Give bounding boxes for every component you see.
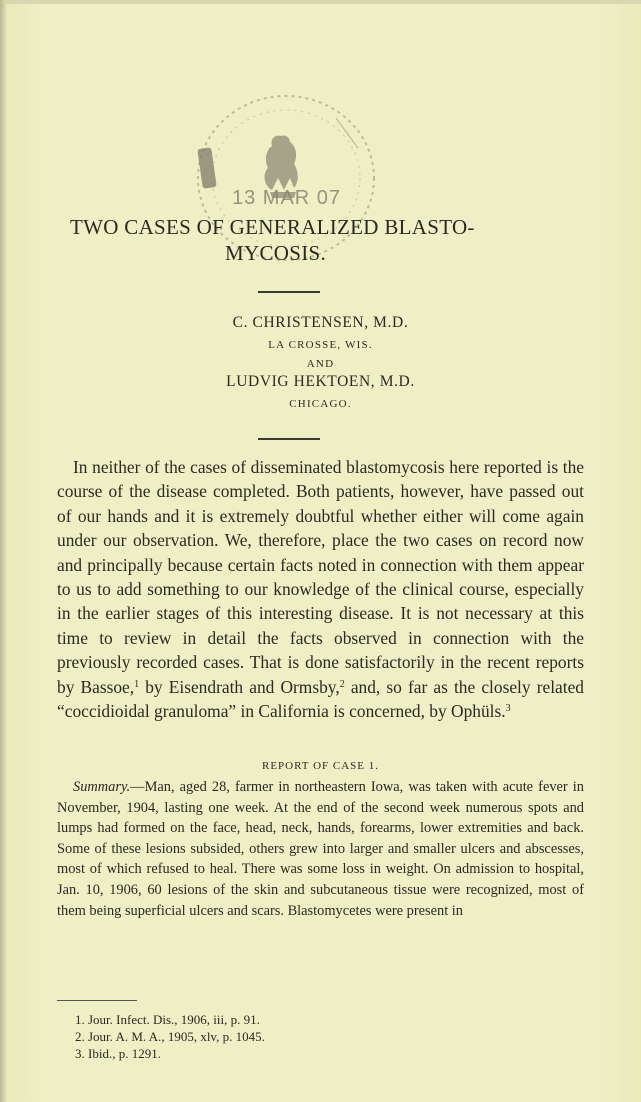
page-top-edge: [0, 0, 641, 4]
footnote-1: 1. Jour. Infect. Dis., 1906, iii, p. 91.: [75, 1012, 260, 1027]
reference-3[interactable]: 3: [505, 703, 511, 715]
page-binding-edge: [0, 0, 6, 1102]
author-2-location: CHICAGO.: [289, 398, 352, 410]
footnote-3: 3. Ibid., p. 1291.: [75, 1046, 161, 1061]
title-line-1: TWO CASES OF GENERALIZED BLASTO-: [70, 215, 475, 239]
case-summary-paragraph: [57, 777, 584, 921]
author-1-name: C. CHRISTENSEN, M.D.: [232, 314, 409, 331]
intro-text-c: and, so far as the closely related “coccidioidal granuloma” in California is concerned, by Ophüls.: [57, 676, 585, 722]
authors-rule: [258, 438, 320, 440]
footnote-rule: [57, 1000, 137, 1001]
reference-2[interactable]: 2: [339, 678, 345, 690]
title-rule: [258, 291, 320, 293]
footnote-2: 2. Jour. A. M. A., 1905, xlv, p. 1045.: [75, 1029, 265, 1044]
paper-title: [70, 214, 590, 266]
stamp-date: 13 MAR 07: [232, 187, 342, 209]
section-heading: REPORT OF CASE 1.: [262, 760, 379, 772]
intro-paragraph: [57, 455, 584, 723]
summary-lead: Summary.: [73, 779, 131, 795]
summary-text: —Man, aged 28, farmer in northeastern Iowa, was taken with acute fever in November, 1904, lasting one week. At the end of the second week numerous spots and lumps had formed on the face, head, neck, hands, forearms, lower extremities and back. Some of these lesions subsided, others grew into larger and smaller ulcers and abscesses, most of which refused to heal. There was some loss in weight. On admission to hospital, Jan. 10, 1906, 60 lesions of the skin and subcutaneous tissue were recognized, most of them being superficial ulcers and scars. Blastomycetes were present in: [57, 779, 584, 919]
footnotes: [75, 1011, 265, 1062]
title-line-2: MYCOSIS.: [225, 241, 327, 265]
author-2-name: LUDVIG HEKTOEN, M.D.: [226, 373, 415, 390]
author-1-location: LA CROSSE, WIS.: [268, 339, 373, 351]
authors-conjunction: AND: [306, 358, 335, 370]
intro-text-a: In neither of the cases of disseminated blastomycosis here reported is the course of the disease completed. Both patients, however, have passed out of our hands and it is extremely doubtful whether either will come again under our observation. We, therefore, place the two cases on record now and principally because certain facts noted in connection with them appear to us to add something to our knowledge of the clinical course, especially in the earlier stages of this interesting disease. It is not necessary at this time to review in detail the facts observed in connection with the previously recorded cases. That is done satisfactorily in the recent reports by Bassoe,: [57, 457, 584, 697]
reference-1[interactable]: 1: [134, 678, 140, 690]
intro-text-b: by Eisendrath and Ormsby,: [139, 676, 340, 697]
